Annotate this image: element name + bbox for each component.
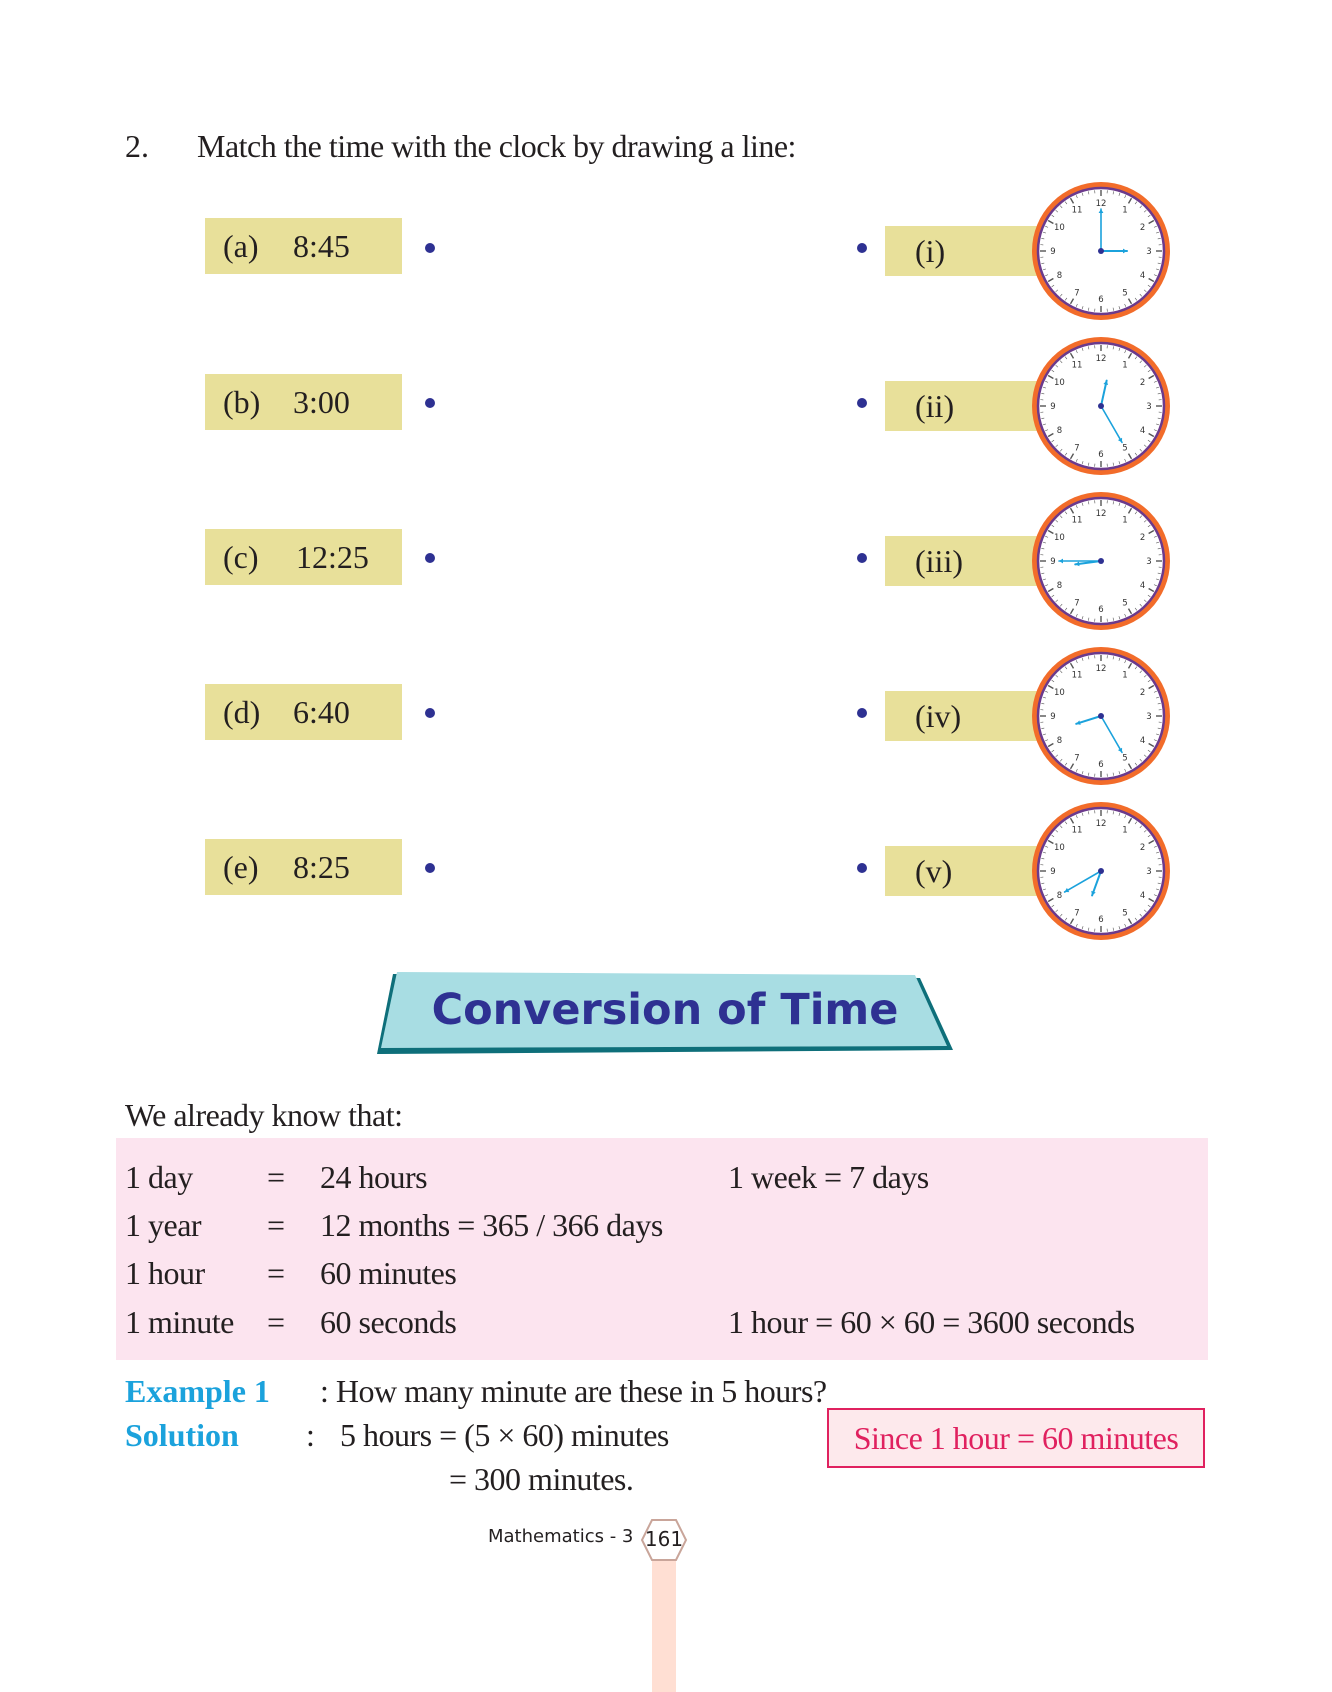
clock-number: 8	[1056, 271, 1063, 281]
time-box-c	[205, 529, 402, 585]
clock-number: 9	[1050, 712, 1056, 722]
clock-number: 1	[1122, 670, 1128, 681]
clock-label: (iv)	[915, 698, 962, 734]
clock-number: 4	[1139, 271, 1146, 281]
clock-label-box-i	[885, 226, 1045, 276]
clock-number: 7	[1074, 908, 1080, 919]
clock-number: 5	[1122, 288, 1128, 299]
time-value: 8:45	[293, 228, 350, 264]
clock-number: 6	[1098, 915, 1104, 925]
clock-center	[1098, 403, 1104, 409]
clock-number: 8	[1056, 581, 1063, 591]
fact-hour-right: 60 minutes	[320, 1255, 457, 1291]
clock-number: 3	[1146, 867, 1152, 877]
clock-number: 1	[1122, 360, 1128, 371]
time-value: 3:00	[293, 384, 350, 420]
clock-number: 3	[1146, 247, 1152, 257]
clock-number: 2	[1139, 223, 1146, 233]
time-value: 8:25	[293, 849, 350, 885]
clock-face-i	[1030, 180, 1172, 322]
fact-week: 1 week = 7 days	[728, 1159, 929, 1195]
clock-number: 6	[1098, 295, 1104, 305]
clock-face-iv	[1030, 645, 1172, 787]
fact-hour-left: 1 hour	[125, 1255, 205, 1291]
solution-colon: :	[306, 1417, 315, 1453]
page-number: 161	[644, 1527, 684, 1551]
clock-number: 11	[1071, 205, 1083, 216]
clock-number: 4	[1139, 426, 1146, 436]
time-value: 12:25	[296, 539, 369, 575]
match-dot-left-c[interactable]	[425, 553, 435, 563]
clock-number: 9	[1050, 557, 1056, 567]
fact-equals: =	[267, 1255, 285, 1291]
match-dot-left-d[interactable]	[425, 708, 435, 718]
match-dot-right-iii[interactable]	[857, 553, 867, 563]
clock-label-box-ii	[885, 381, 1045, 431]
intro-text: We already know that:	[125, 1097, 403, 1133]
clock-label-box-iv	[885, 691, 1045, 741]
clock-number: 11	[1071, 825, 1083, 836]
section-title: Conversion of Time	[431, 985, 899, 1035]
clock-label: (v)	[915, 853, 953, 889]
clock-number: 5	[1122, 908, 1128, 919]
clock-number: 10	[1054, 223, 1065, 233]
clock-number: 10	[1054, 533, 1065, 543]
clock-number: 10	[1054, 843, 1065, 853]
fact-equals: =	[267, 1159, 285, 1195]
fact-equals: =	[267, 1304, 285, 1340]
clock-number: 8	[1056, 891, 1063, 901]
clock-number: 11	[1071, 360, 1083, 371]
match-dot-left-a[interactable]	[425, 243, 435, 253]
match-dot-right-v[interactable]	[857, 863, 867, 873]
time-label: (a)	[223, 228, 259, 264]
clock-number: 10	[1054, 378, 1065, 388]
time-value: 6:40	[293, 694, 350, 730]
fact-equals: =	[267, 1207, 285, 1243]
time-box-b	[205, 374, 402, 430]
time-box-e	[205, 839, 402, 895]
clock-number: 5	[1122, 598, 1128, 609]
clock-number: 1	[1122, 205, 1128, 216]
solution-line-1: 5 hours = (5 × 60) minutes	[340, 1417, 669, 1453]
time-label: (c)	[223, 539, 259, 575]
fact-year-left: 1 year	[125, 1207, 202, 1243]
fact-minute-right: 60 seconds	[320, 1304, 457, 1340]
time-label: (d)	[223, 694, 261, 730]
clock-number: 12	[1095, 509, 1107, 519]
match-dot-right-i[interactable]	[857, 243, 867, 253]
clock-number: 8	[1056, 426, 1063, 436]
clock-number: 9	[1050, 402, 1056, 412]
clock-label: (iii)	[915, 543, 963, 579]
clock-number: 4	[1139, 581, 1146, 591]
page-strip	[652, 1555, 676, 1692]
match-dot-left-e[interactable]	[425, 863, 435, 873]
clock-number: 3	[1146, 557, 1152, 567]
match-dot-right-ii[interactable]	[857, 398, 867, 408]
clock-center	[1098, 713, 1104, 719]
time-box-a	[205, 218, 402, 274]
clock-number: 2	[1139, 688, 1146, 698]
clock-number: 11	[1071, 515, 1083, 526]
clock-label: (i)	[915, 233, 946, 269]
clock-number: 7	[1074, 753, 1080, 764]
fact-day-left: 1 day	[125, 1159, 193, 1195]
match-dot-right-iv[interactable]	[857, 708, 867, 718]
clock-number: 3	[1146, 402, 1152, 412]
clock-number: 11	[1071, 670, 1083, 681]
clock-number: 7	[1074, 288, 1080, 299]
clock-face-iii	[1030, 490, 1172, 632]
example-label: Example 1	[125, 1373, 270, 1409]
footer-book-title: Mathematics - 3	[488, 1526, 634, 1547]
clock-number: 12	[1095, 199, 1107, 209]
clock-number: 12	[1095, 819, 1107, 829]
clock-number: 4	[1139, 891, 1146, 901]
clock-center	[1098, 248, 1104, 254]
solution-line-2: = 300 minutes.	[449, 1461, 634, 1497]
example-question: : How many minute are these in 5 hours?	[320, 1373, 827, 1409]
clock-number: 2	[1139, 533, 1146, 543]
clock-number: 2	[1139, 843, 1146, 853]
fact-year-right: 12 months = 365 / 366 days	[320, 1207, 663, 1243]
fact-hour-seconds: 1 hour = 60 × 60 = 3600 seconds	[728, 1304, 1135, 1340]
clock-center	[1098, 868, 1104, 874]
fact-minute-left: 1 minute	[125, 1304, 234, 1340]
clock-face-v	[1030, 800, 1172, 942]
clock-face-ii	[1030, 335, 1172, 477]
time-label: (b)	[223, 384, 261, 420]
solution-label: Solution	[125, 1417, 239, 1453]
clock-number: 10	[1054, 688, 1065, 698]
solution-note: Since 1 hour = 60 minutes	[827, 1408, 1205, 1468]
clock-label-box-v	[885, 846, 1045, 896]
time-label: (e)	[223, 849, 259, 885]
question-text: Match the time with the clock by drawing a line:	[197, 128, 796, 164]
clock-number: 7	[1074, 443, 1080, 454]
clock-number: 2	[1139, 378, 1146, 388]
clock-number: 4	[1139, 736, 1146, 746]
clock-label-box-iii	[885, 536, 1045, 586]
clock-number: 1	[1122, 825, 1128, 836]
clock-number: 8	[1056, 736, 1063, 746]
fact-day-right: 24 hours	[320, 1159, 428, 1195]
clock-number: 1	[1122, 515, 1128, 526]
clock-number: 5	[1122, 753, 1128, 764]
time-box-d	[205, 684, 402, 740]
clock-number: 6	[1098, 760, 1104, 770]
clock-number: 12	[1095, 354, 1107, 364]
clock-number: 6	[1098, 605, 1104, 615]
clock-number: 7	[1074, 598, 1080, 609]
clock-number: 5	[1122, 443, 1128, 454]
clock-number: 6	[1098, 450, 1104, 460]
clock-number: 9	[1050, 867, 1056, 877]
clock-label: (ii)	[915, 388, 955, 424]
clock-center	[1098, 558, 1104, 564]
clock-number: 3	[1146, 712, 1152, 722]
question-number: 2.	[125, 128, 149, 164]
clock-number: 9	[1050, 247, 1056, 257]
clock-number: 12	[1095, 664, 1107, 674]
match-dot-left-b[interactable]	[425, 398, 435, 408]
